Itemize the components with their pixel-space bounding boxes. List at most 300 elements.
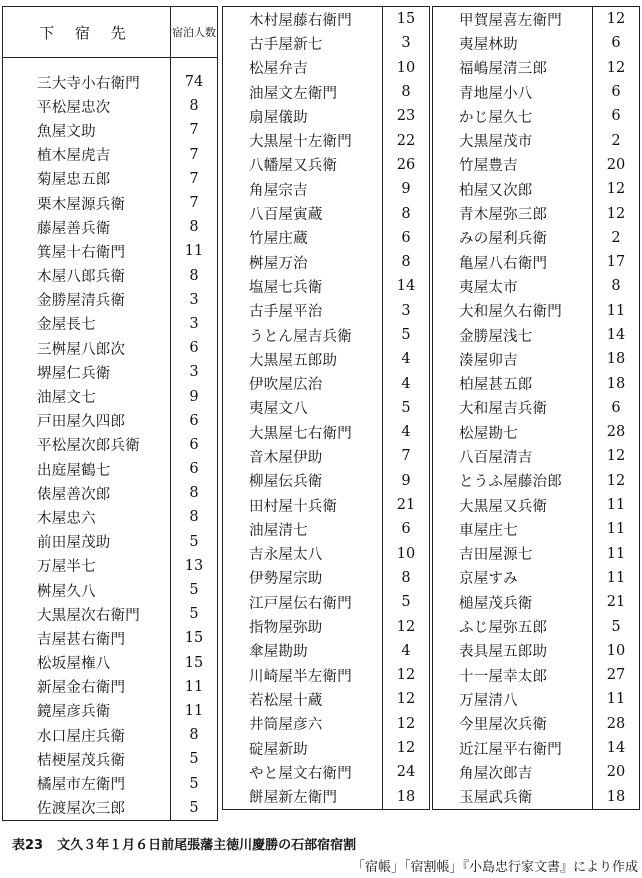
table-row [433, 201, 640, 225]
table-row [3, 481, 218, 505]
table-row [433, 712, 640, 736]
table-row [3, 70, 218, 94]
lodging-name: 福嶋屋清三郎 [433, 56, 593, 80]
lodging-name: 竹屋庄蔵 [223, 226, 383, 250]
guest-count: 6 [189, 436, 199, 453]
lodging-name: 出庭屋鶴七 [3, 457, 171, 481]
table-row [433, 128, 640, 152]
table-row [3, 602, 218, 626]
lodging-name: 京屋すみ [433, 566, 593, 590]
guest-count: 10 [606, 642, 626, 659]
guest-count: 5 [401, 594, 411, 611]
table-row [223, 7, 430, 32]
table-row [223, 128, 430, 152]
guest-count: 11 [184, 678, 204, 695]
guest-count: 11 [606, 691, 626, 708]
guest-count: 14 [606, 327, 626, 343]
lodging-name: 指物屋弥助 [223, 614, 383, 638]
lodging-table-block-3 [432, 6, 640, 810]
table-row [223, 371, 430, 395]
guest-count: 20 [606, 764, 626, 781]
lodging-name: ふじ屋弥五郎 [433, 614, 593, 638]
table-row [223, 250, 430, 274]
lodging-name: 松屋弁吉 [223, 56, 383, 80]
table-row [223, 201, 430, 225]
table-row [3, 118, 218, 142]
lodging-name: 青地屋小八 [433, 80, 593, 104]
table-row [433, 566, 640, 590]
table-row [3, 505, 218, 529]
table-row [3, 288, 218, 312]
lodging-name: 平松屋忠次 [3, 94, 171, 118]
guest-count: 12 [606, 11, 626, 28]
lodging-name: 藤屋善兵衛 [3, 215, 171, 239]
lodging-name: 橘屋市左衛門 [3, 771, 171, 795]
table-row [223, 153, 430, 177]
table-row [433, 250, 640, 274]
guest-count: 4 [401, 642, 411, 659]
lodging-name: 塩屋七兵衛 [223, 274, 383, 298]
guest-count: 18 [606, 351, 626, 368]
guest-count: 12 [606, 448, 626, 465]
lodging-name: 槌屋茂兵衛 [433, 590, 593, 614]
guest-count: 5 [401, 327, 411, 343]
guest-count: 3 [401, 302, 411, 319]
table-row [3, 409, 218, 433]
lodging-name: 夷屋太市 [433, 274, 593, 298]
guest-count: 12 [396, 618, 416, 635]
lodging-name: 角屋次郎吉 [433, 760, 593, 784]
lodging-name: 水口屋庄兵衛 [3, 723, 171, 747]
guest-count: 6 [401, 229, 411, 246]
table-row [223, 517, 430, 541]
table-row [433, 31, 640, 55]
table-row [223, 104, 430, 128]
table-row [433, 396, 640, 420]
table-row [433, 80, 640, 104]
table-row [3, 167, 218, 191]
guest-count: 12 [606, 59, 626, 76]
guest-count: 5 [611, 618, 621, 635]
table-row [223, 396, 430, 420]
header-guest-count: 宿泊人数 [171, 7, 218, 58]
table-row [433, 226, 640, 250]
lodging-name: 佐渡屋次三郎 [3, 796, 171, 821]
lodging-name: 栗木屋源兵衛 [3, 191, 171, 215]
guest-count: 8 [401, 205, 411, 222]
table-row [3, 651, 218, 675]
guest-count: 7 [189, 195, 199, 212]
table-row [433, 153, 640, 177]
guest-count: 74 [184, 74, 204, 91]
guest-count: 21 [396, 497, 416, 514]
table-row [223, 323, 430, 347]
lodging-name: 伊勢屋宗助 [223, 566, 383, 590]
table-row [3, 312, 218, 336]
guest-count: 10 [396, 545, 416, 562]
guest-count: 18 [606, 788, 626, 805]
guest-count: 6 [611, 84, 621, 101]
table-row [433, 444, 640, 468]
lodging-name: 吉田屋源七 [433, 542, 593, 566]
table-row [223, 566, 430, 590]
lodging-name: 松屋勘七 [433, 420, 593, 444]
guest-count: 5 [189, 775, 199, 792]
guest-count: 22 [396, 132, 416, 149]
guest-count: 8 [189, 727, 199, 744]
guest-count: 12 [606, 205, 626, 222]
lodging-name: 扇屋儀助 [223, 104, 383, 128]
lodging-name: 菊屋忠五郎 [3, 167, 171, 191]
table-row [3, 143, 218, 167]
table-row [223, 542, 430, 566]
lodging-name: 大黒屋次右衛門 [3, 602, 171, 626]
table-row [223, 785, 430, 810]
guest-count: 12 [396, 667, 416, 684]
guest-count: 9 [189, 388, 199, 405]
lodging-name: 江戸屋伝右衛門 [223, 590, 383, 614]
table-row [3, 796, 218, 821]
table-row [433, 736, 640, 760]
table-row [3, 94, 218, 118]
guest-count: 13 [184, 557, 204, 574]
guest-count: 11 [184, 243, 204, 260]
table-caption [12, 834, 356, 853]
caption-title: 文久３年１月６日前尾張藩主徳川慶勝の石部宿宿割 [57, 838, 357, 853]
lodging-name: 万屋清八 [433, 687, 593, 711]
guest-count: 15 [184, 654, 204, 671]
guest-count: 23 [396, 108, 416, 125]
lodging-name: 大和屋吉兵衛 [433, 396, 593, 420]
table-row [433, 104, 640, 128]
lodging-name: 伊吹屋広治 [223, 371, 383, 395]
lodging-name: 八幡屋又兵衛 [223, 153, 383, 177]
lodging-name: 餅屋新左衛門 [223, 785, 383, 810]
lodging-name: 玉屋武兵衛 [433, 785, 593, 810]
lodging-name: 傘屋勘助 [223, 639, 383, 663]
lodging-table-block-2 [222, 6, 430, 810]
table-row [433, 687, 640, 711]
guest-count: 5 [189, 582, 199, 599]
lodging-name: 八百屋清吉 [433, 444, 593, 468]
table-row [433, 347, 640, 371]
guest-count: 26 [396, 156, 416, 173]
guest-count: 9 [401, 181, 411, 198]
table-row [223, 687, 430, 711]
table-row [3, 723, 218, 747]
table-row [3, 578, 218, 602]
table-row [433, 614, 640, 638]
guest-count: 12 [606, 472, 626, 489]
table-row [433, 177, 640, 201]
lodging-name: 大黒屋十左衛門 [223, 128, 383, 152]
guest-count: 12 [396, 715, 416, 732]
table-row [433, 590, 640, 614]
lodging-name: 柏屋甚五郎 [433, 371, 593, 395]
lodging-name: 八百屋寅蔵 [223, 201, 383, 225]
guest-count: 10 [396, 59, 416, 76]
lodging-name: 戸田屋久四郎 [3, 409, 171, 433]
table-row [223, 420, 430, 444]
table-row [433, 639, 640, 663]
lodging-name: 湊屋卯吉 [433, 347, 593, 371]
guest-count: 6 [189, 461, 199, 478]
table-row [433, 299, 640, 323]
guest-count: 28 [606, 715, 626, 732]
guest-count: 6 [611, 399, 621, 416]
guest-count: 3 [189, 364, 199, 381]
guest-count: 7 [189, 122, 199, 139]
guest-count: 8 [401, 569, 411, 586]
guest-count: 8 [401, 254, 411, 271]
table-row [3, 384, 218, 408]
lodging-name: 夷屋文八 [223, 396, 383, 420]
guest-count: 7 [189, 146, 199, 163]
lodging-name: 古手屋新七 [223, 31, 383, 55]
lodging-name: うとん屋吉兵衛 [223, 323, 383, 347]
lodging-name: 前田屋茂助 [3, 530, 171, 554]
table-row [223, 639, 430, 663]
table-row [433, 493, 640, 517]
guest-count: 6 [189, 412, 199, 429]
guest-count: 18 [396, 788, 416, 805]
table-row [223, 226, 430, 250]
lodging-name: みの屋利兵衛 [433, 226, 593, 250]
lodging-name: 万屋半七 [3, 554, 171, 578]
lodging-name: 吉屋甚右衛門 [3, 626, 171, 650]
lodging-name: 木村屋藤右衛門 [223, 7, 383, 32]
table-row [3, 336, 218, 360]
table-row [223, 274, 430, 298]
lodging-name: 夷屋林助 [433, 31, 593, 55]
caption-label: 表23 [12, 838, 44, 853]
lodging-name: 今里屋次兵衛 [433, 712, 593, 736]
guest-count: 21 [606, 594, 626, 611]
lodging-name: 車屋庄七 [433, 517, 593, 541]
table-row [433, 323, 640, 347]
guest-count: 5 [189, 751, 199, 768]
guest-count: 8 [401, 84, 411, 101]
lodging-name: 木屋忠六 [3, 505, 171, 529]
table-row [223, 347, 430, 371]
table-row [3, 264, 218, 288]
lodging-name: 新屋金右衛門 [3, 675, 171, 699]
lodging-name: 大黒屋五郎助 [223, 347, 383, 371]
lodging-name: 角屋宗吉 [223, 177, 383, 201]
table-row [3, 554, 218, 578]
guest-count: 5 [401, 399, 411, 416]
table-row [223, 760, 430, 784]
table-row [433, 7, 640, 32]
guest-count: 3 [189, 291, 199, 308]
lodging-name: 吉永屋太八 [223, 542, 383, 566]
guest-count: 11 [184, 702, 204, 719]
lodging-name: 三桝屋八郎次 [3, 336, 171, 360]
lodging-name: 表具屋五郎助 [433, 639, 593, 663]
lodging-name: 金屋長七 [3, 312, 171, 336]
guest-count: 8 [189, 267, 199, 284]
lodging-name: 金勝屋清兵衛 [3, 288, 171, 312]
table-row [433, 56, 640, 80]
table-row [433, 371, 640, 395]
lodging-table-block-1 [2, 6, 218, 821]
lodging-name: 油屋清七 [223, 517, 383, 541]
guest-count: 2 [611, 132, 621, 149]
lodging-name: 川崎屋半左衛門 [223, 663, 383, 687]
lodging-name: 柏屋又次郎 [433, 177, 593, 201]
table-row [223, 493, 430, 517]
guest-count: 4 [401, 424, 411, 441]
lodging-name: 金勝屋浅七 [433, 323, 593, 347]
lodging-name: 音木屋伊助 [223, 444, 383, 468]
lodging-name: 亀屋八右衛門 [433, 250, 593, 274]
lodging-name: とうふ屋藤治郎 [433, 469, 593, 493]
guest-count: 5 [189, 606, 199, 623]
guest-count: 8 [189, 509, 199, 526]
table-row [223, 469, 430, 493]
guest-count: 8 [189, 485, 199, 502]
guest-count: 4 [401, 351, 411, 368]
table-row [223, 712, 430, 736]
lodging-name: 桝屋万治 [223, 250, 383, 274]
guest-count: 14 [396, 278, 416, 295]
table-row [3, 239, 218, 263]
guest-count: 6 [611, 35, 621, 52]
table-row [223, 56, 430, 80]
guest-count: 6 [189, 340, 199, 357]
guest-count: 11 [606, 545, 626, 562]
lodging-name: 田村屋十兵衛 [223, 493, 383, 517]
table-row [433, 785, 640, 810]
lodging-name: 三大寺小右衛門 [3, 70, 171, 94]
guest-count: 8 [189, 98, 199, 115]
guest-count: 11 [606, 569, 626, 586]
table-row [3, 747, 218, 771]
lodging-name: 桔梗屋茂兵衛 [3, 747, 171, 771]
guest-count: 6 [401, 521, 411, 538]
table-row [433, 274, 640, 298]
lodging-name: 若松屋十蔵 [223, 687, 383, 711]
lodging-name: 大黒屋茂市 [433, 128, 593, 152]
lodging-name: 井筒屋彦六 [223, 712, 383, 736]
guest-count: 9 [401, 472, 411, 489]
lodging-name: やと屋文右衛門 [223, 760, 383, 784]
lodging-name: 油屋文七 [3, 384, 171, 408]
lodging-name: 甲賀屋喜左衛門 [433, 7, 593, 32]
lodging-name: 堺屋仁兵衛 [3, 360, 171, 384]
guest-count: 8 [611, 278, 621, 295]
table-row [223, 736, 430, 760]
guest-count: 27 [606, 667, 626, 684]
lodging-name: 碇屋新助 [223, 736, 383, 760]
guest-count: 4 [401, 375, 411, 392]
lodging-name: 大和屋久右衛門 [433, 299, 593, 323]
lodging-name: 箕屋十右衛門 [3, 239, 171, 263]
guest-count: 18 [606, 375, 626, 392]
guest-count: 15 [184, 630, 204, 647]
guest-count: 3 [401, 35, 411, 52]
lodging-name: 平松屋次郎兵衛 [3, 433, 171, 457]
table-row [3, 699, 218, 723]
table-row [3, 771, 218, 795]
table-row [3, 360, 218, 384]
table-row [223, 614, 430, 638]
lodging-name: 近江屋平右衛門 [433, 736, 593, 760]
guest-count: 2 [611, 229, 621, 246]
table-row [223, 663, 430, 687]
lodging-name: 木屋八郎兵衛 [3, 264, 171, 288]
guest-count: 17 [606, 254, 626, 271]
lodging-name: 大黒屋七右衛門 [223, 420, 383, 444]
table-row [433, 517, 640, 541]
table-row [3, 433, 218, 457]
lodging-name: 鏡屋彦兵衛 [3, 699, 171, 723]
table-row [3, 530, 218, 554]
table-row [433, 420, 640, 444]
lodging-name: 柳屋伝兵衛 [223, 469, 383, 493]
table-row [223, 177, 430, 201]
lodging-name: 古手屋平治 [223, 299, 383, 323]
guest-count: 11 [606, 521, 626, 538]
lodging-name: 青木屋弥三郎 [433, 201, 593, 225]
header-lodging: 下 宿 先 [3, 7, 171, 58]
guest-count: 3 [189, 315, 199, 332]
guest-count: 8 [189, 219, 199, 236]
lodging-name: 桝屋久八 [3, 578, 171, 602]
table-row [3, 457, 218, 481]
table-row [433, 542, 640, 566]
guest-count: 6 [611, 108, 621, 125]
lodging-name: 十一屋幸太郎 [433, 663, 593, 687]
table-row [433, 469, 640, 493]
guest-count: 11 [606, 497, 626, 514]
guest-count: 20 [606, 156, 626, 173]
guest-count: 15 [396, 11, 416, 28]
lodging-name: 俵屋善次郎 [3, 481, 171, 505]
lodging-name: 魚屋文助 [3, 118, 171, 142]
table-row [3, 626, 218, 650]
table-row [223, 80, 430, 104]
lodging-name: 大黒屋又兵衛 [433, 493, 593, 517]
guest-count: 12 [396, 740, 416, 757]
guest-count: 12 [606, 181, 626, 198]
guest-count: 12 [396, 691, 416, 708]
table-row [433, 663, 640, 687]
guest-count: 14 [606, 740, 626, 757]
table-row [223, 299, 430, 323]
table-row [3, 191, 218, 215]
table-row [223, 31, 430, 55]
lodging-name: かじ屋久七 [433, 104, 593, 128]
table-row [3, 215, 218, 239]
lodging-name: 植木屋虎吉 [3, 143, 171, 167]
source-note: 「宿帳」「宿割帳」『小島忠行家文書』により作成 [351, 860, 638, 875]
guest-count: 11 [606, 302, 626, 319]
lodging-name: 竹屋豊吉 [433, 153, 593, 177]
guest-count: 7 [401, 448, 411, 465]
table-row [223, 444, 430, 468]
guest-count: 7 [189, 170, 199, 187]
table-row [433, 760, 640, 784]
guest-count: 28 [606, 424, 626, 441]
lodging-name: 油屋文左衛門 [223, 80, 383, 104]
table-row [223, 590, 430, 614]
guest-count: 24 [396, 764, 416, 781]
lodging-name: 松坂屋権八 [3, 651, 171, 675]
guest-count: 5 [189, 533, 199, 550]
table-row [3, 675, 218, 699]
guest-count: 5 [189, 799, 199, 816]
